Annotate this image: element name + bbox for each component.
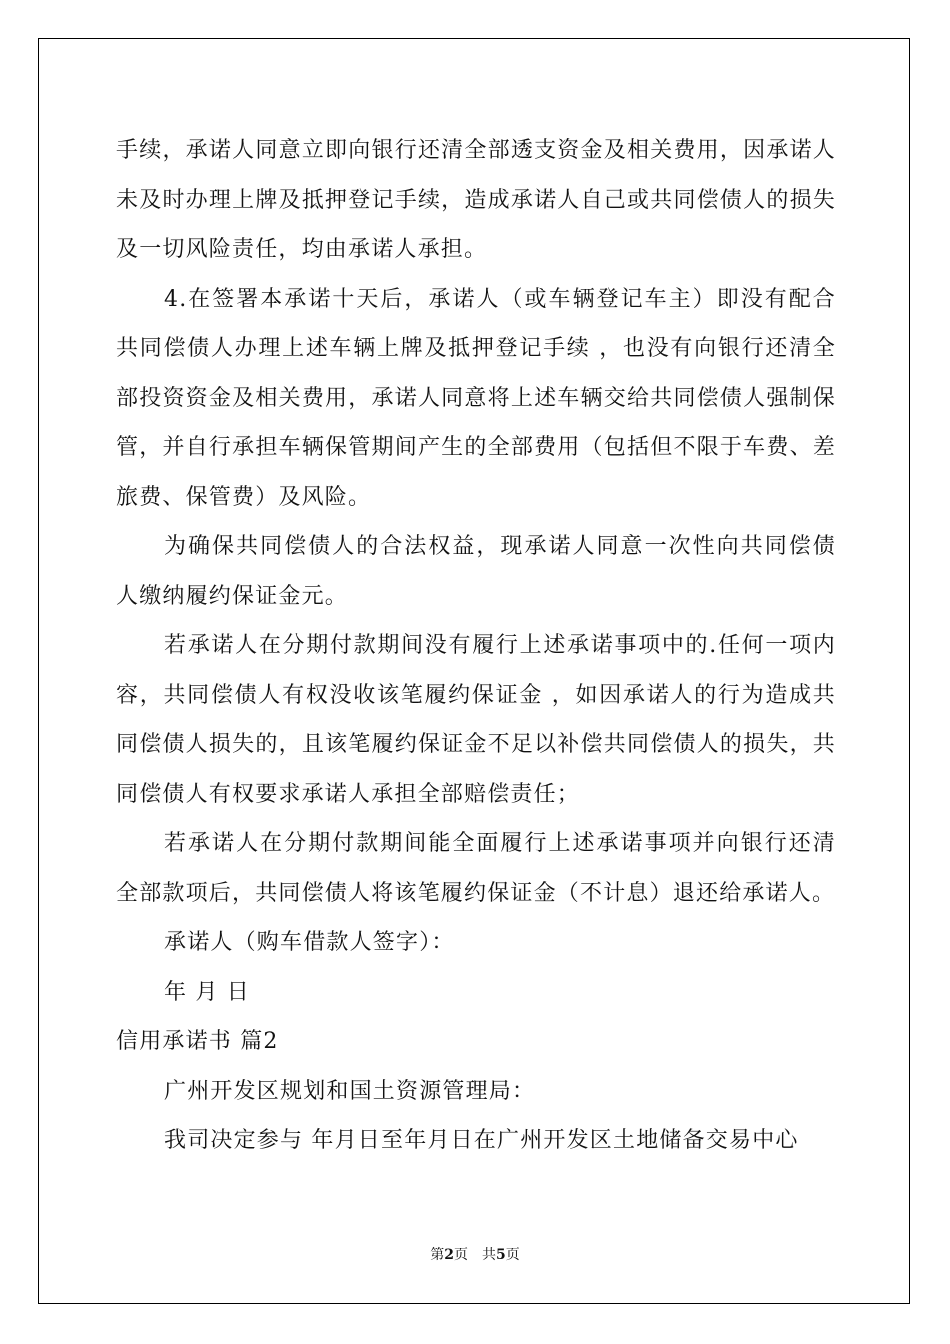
- document-body: [116, 126, 836, 1166]
- paragraph-deposit: 为确保共同偿债人的合法权益，现承诺人同意一次性向共同偿债人缴纳履约保证金元。: [116, 534, 836, 609]
- paragraph-breach: 若承诺人在分期付款期间没有履行上述承诺事项中的.任何一项内容，共同偿债人有权没收该笔履约保证金 ，如因承诺人的行为造成共同偿债人损失的，且该笔履约保证金不足以补偿共同偿债人的损失，共同偿债人有权要求承诺人承担全部赔偿责任；: [116, 633, 836, 807]
- paragraph-continuation: 手续，承诺人同意立即向银行还清全部透支资金及相关费用，因承诺人未及时办理上牌及抵押登记手续，造成承诺人自己或共同偿债人的损失及一切风险责任，均由承诺人承担。: [116, 138, 836, 262]
- page-prefix: 第: [430, 1247, 445, 1263]
- signature-line: 承诺人（购车借款人签字）：: [164, 930, 455, 955]
- page-footer: [0, 1244, 950, 1264]
- addressee: 广州开发区规划和国土资源管理局：: [164, 1078, 536, 1104]
- section-heading: 信用承诺书 篇2: [116, 1029, 279, 1054]
- paragraph-opening: 我司决定参与 年月日至年月日在广州开发区土地储备交易中心: [164, 1128, 799, 1153]
- date-line: 年 月 日: [164, 979, 250, 1005]
- page-suffix: 页: [505, 1247, 520, 1263]
- page-total: 5: [496, 1247, 506, 1263]
- page-current: 2: [444, 1247, 454, 1263]
- page-mid: 页 共: [454, 1247, 496, 1263]
- paragraph-item-4: 4.在签署本承诺十天后，承诺人（或车辆登记车主）即没有配合共同偿债人办理上述车辆上牌及抵押登记手续 ，也没有向银行还清全部投资资金及相关费用，承诺人同意将上述车辆交给共同偿债人强制保管，并自行承担车辆保管期间产生的全部费用（包括但不限于车费、差旅费、保管费）及风险。: [116, 286, 836, 510]
- paragraph-refund: 若承诺人在分期付款期间能全面履行上述承诺事项并向银行还清全部款项后，共同偿债人将该笔履约保证金（不计息）退还给承诺人。: [116, 831, 836, 906]
